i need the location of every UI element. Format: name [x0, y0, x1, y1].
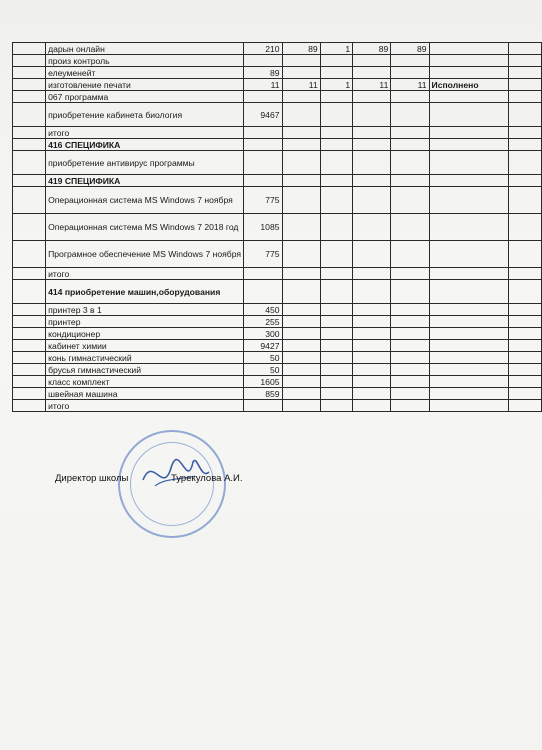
value-cell: [391, 139, 429, 151]
value-cell: [320, 103, 352, 127]
index-cell: [13, 400, 46, 412]
item-name-cell: кондиционер: [46, 328, 244, 340]
value-cell: [353, 340, 391, 352]
value-cell: [353, 400, 391, 412]
value-cell: [508, 103, 541, 127]
value-cell: [508, 280, 541, 304]
value-cell: [320, 67, 352, 79]
value-cell: [244, 280, 282, 304]
table-row: [13, 352, 542, 364]
index-cell: [13, 43, 46, 55]
index-cell: [13, 328, 46, 340]
value-cell: [320, 214, 352, 241]
table-row: [13, 376, 542, 388]
value-cell: [320, 151, 352, 175]
table-row: [13, 241, 542, 268]
value-cell: [508, 268, 541, 280]
value-cell: [508, 304, 541, 316]
value-cell: [282, 127, 320, 139]
value-cell: [320, 340, 352, 352]
item-name-cell: Операционная система MS Windows 7 2018 год: [46, 214, 244, 241]
value-cell: [353, 280, 391, 304]
director-name: Турекулова А.И.: [171, 473, 243, 484]
value-cell: [320, 127, 352, 139]
value-cell: 89: [244, 67, 282, 79]
value-cell: [429, 55, 508, 67]
item-name-cell: Операционная система MS Windows 7 ноября: [46, 187, 244, 214]
item-name-cell: класс комплект: [46, 376, 244, 388]
value-cell: [429, 364, 508, 376]
value-cell: [429, 91, 508, 103]
value-cell: [282, 55, 320, 67]
value-cell: [508, 187, 541, 214]
value-cell: [429, 340, 508, 352]
value-cell: [391, 127, 429, 139]
value-cell: [244, 139, 282, 151]
index-cell: [13, 175, 46, 187]
director-signature-line: [55, 473, 243, 484]
value-cell: [282, 316, 320, 328]
value-cell: [429, 376, 508, 388]
value-cell: 89: [282, 43, 320, 55]
table-row: [13, 103, 542, 127]
value-cell: [391, 214, 429, 241]
value-cell: [244, 151, 282, 175]
value-cell: [320, 139, 352, 151]
value-cell: Исполнено: [429, 79, 508, 91]
value-cell: [391, 55, 429, 67]
value-cell: [320, 304, 352, 316]
value-cell: [353, 316, 391, 328]
value-cell: [391, 103, 429, 127]
index-cell: [13, 127, 46, 139]
value-cell: [353, 187, 391, 214]
table-row: [13, 268, 542, 280]
value-cell: [244, 55, 282, 67]
index-cell: [13, 340, 46, 352]
value-cell: 775: [244, 187, 282, 214]
value-cell: [391, 268, 429, 280]
value-cell: 450: [244, 304, 282, 316]
value-cell: 11: [244, 79, 282, 91]
value-cell: [429, 187, 508, 214]
value-cell: [282, 340, 320, 352]
index-cell: [13, 388, 46, 400]
value-cell: [244, 400, 282, 412]
value-cell: [320, 388, 352, 400]
table-row: [13, 43, 542, 55]
index-cell: [13, 352, 46, 364]
value-cell: 89: [353, 43, 391, 55]
value-cell: [282, 328, 320, 340]
value-cell: [353, 103, 391, 127]
value-cell: [391, 241, 429, 268]
value-cell: [282, 364, 320, 376]
value-cell: [429, 316, 508, 328]
value-cell: [391, 400, 429, 412]
value-cell: 11: [353, 79, 391, 91]
value-cell: [508, 79, 541, 91]
value-cell: 1605: [244, 376, 282, 388]
value-cell: [282, 139, 320, 151]
table-row: [13, 214, 542, 241]
value-cell: [429, 241, 508, 268]
item-name-cell: произ контроль: [46, 55, 244, 67]
value-cell: [282, 304, 320, 316]
value-cell: [391, 91, 429, 103]
value-cell: [353, 151, 391, 175]
value-cell: 210: [244, 43, 282, 55]
value-cell: [282, 376, 320, 388]
value-cell: 1: [320, 43, 352, 55]
value-cell: 255: [244, 316, 282, 328]
value-cell: [282, 268, 320, 280]
value-cell: [508, 364, 541, 376]
index-cell: [13, 376, 46, 388]
item-name-cell: брусья гимнастический: [46, 364, 244, 376]
item-name-cell: 416 СПЕЦИФИКА: [46, 139, 244, 151]
budget-table: [12, 42, 542, 412]
value-cell: [391, 280, 429, 304]
value-cell: [508, 139, 541, 151]
table-row: [13, 55, 542, 67]
value-cell: [320, 280, 352, 304]
table-body: [13, 43, 542, 412]
value-cell: 50: [244, 364, 282, 376]
value-cell: [282, 241, 320, 268]
item-name-cell: итого: [46, 400, 244, 412]
value-cell: [282, 91, 320, 103]
value-cell: [429, 151, 508, 175]
value-cell: [282, 280, 320, 304]
value-cell: [320, 316, 352, 328]
director-label: Директор школы: [55, 473, 129, 484]
value-cell: [244, 268, 282, 280]
value-cell: [353, 139, 391, 151]
value-cell: [282, 151, 320, 175]
value-cell: 300: [244, 328, 282, 340]
value-cell: [244, 91, 282, 103]
item-name-cell: 419 СПЕЦИФИКА: [46, 175, 244, 187]
index-cell: [13, 268, 46, 280]
value-cell: [391, 352, 429, 364]
item-name-cell: швейная машина: [46, 388, 244, 400]
value-cell: 11: [282, 79, 320, 91]
value-cell: [320, 364, 352, 376]
value-cell: 9427: [244, 340, 282, 352]
value-cell: [508, 388, 541, 400]
index-cell: [13, 364, 46, 376]
value-cell: [429, 67, 508, 79]
item-name-cell: итого: [46, 268, 244, 280]
value-cell: [282, 352, 320, 364]
value-cell: [391, 316, 429, 328]
table-row: [13, 328, 542, 340]
value-cell: [353, 328, 391, 340]
table-row: [13, 175, 542, 187]
index-cell: [13, 187, 46, 214]
index-cell: [13, 55, 46, 67]
item-name-cell: итого: [46, 127, 244, 139]
value-cell: [429, 352, 508, 364]
table-row: [13, 127, 542, 139]
value-cell: [508, 43, 541, 55]
item-name-cell: 414 приобретение машин,оборудования: [46, 280, 244, 304]
value-cell: [320, 187, 352, 214]
value-cell: [391, 364, 429, 376]
value-cell: [429, 388, 508, 400]
value-cell: [391, 340, 429, 352]
index-cell: [13, 139, 46, 151]
item-name-cell: конь гимнастический: [46, 352, 244, 364]
value-cell: [282, 175, 320, 187]
table-row: [13, 364, 542, 376]
item-name-cell: дарын онлайн: [46, 43, 244, 55]
value-cell: [320, 376, 352, 388]
item-name-cell: приобретение кабинета биология: [46, 103, 244, 127]
value-cell: [353, 388, 391, 400]
value-cell: 9467: [244, 103, 282, 127]
value-cell: [391, 388, 429, 400]
index-cell: [13, 67, 46, 79]
value-cell: [508, 328, 541, 340]
value-cell: [429, 103, 508, 127]
value-cell: [244, 175, 282, 187]
value-cell: [508, 376, 541, 388]
value-cell: [429, 400, 508, 412]
value-cell: 1085: [244, 214, 282, 241]
value-cell: 1: [320, 79, 352, 91]
table-row: [13, 400, 542, 412]
value-cell: [353, 364, 391, 376]
value-cell: [320, 328, 352, 340]
value-cell: [429, 328, 508, 340]
value-cell: [391, 328, 429, 340]
value-cell: [353, 304, 391, 316]
item-name-cell: елеуменейт: [46, 67, 244, 79]
index-cell: [13, 280, 46, 304]
table-row: [13, 304, 542, 316]
table-row: [13, 280, 542, 304]
index-cell: [13, 316, 46, 328]
value-cell: [320, 400, 352, 412]
item-name-cell: кабинет химии: [46, 340, 244, 352]
value-cell: [508, 151, 541, 175]
item-name-cell: приобретение антивирус программы: [46, 151, 244, 175]
value-cell: [391, 304, 429, 316]
item-name-cell: принтер: [46, 316, 244, 328]
index-cell: [13, 151, 46, 175]
value-cell: [429, 127, 508, 139]
value-cell: [429, 268, 508, 280]
value-cell: [320, 241, 352, 268]
value-cell: 89: [391, 43, 429, 55]
index-cell: [13, 91, 46, 103]
value-cell: 11: [391, 79, 429, 91]
value-cell: [429, 43, 508, 55]
value-cell: [508, 400, 541, 412]
value-cell: [353, 55, 391, 67]
table-row: [13, 316, 542, 328]
value-cell: [391, 175, 429, 187]
item-name-cell: Програмное обеспечение MS Windows 7 ноября: [46, 241, 244, 268]
item-name-cell: изготовление печати: [46, 79, 244, 91]
index-cell: [13, 214, 46, 241]
value-cell: [353, 67, 391, 79]
value-cell: [391, 187, 429, 214]
value-cell: [320, 55, 352, 67]
value-cell: [353, 268, 391, 280]
value-cell: [508, 352, 541, 364]
value-cell: [282, 400, 320, 412]
table-row: [13, 67, 542, 79]
table-row: [13, 79, 542, 91]
value-cell: [429, 214, 508, 241]
value-cell: [508, 67, 541, 79]
value-cell: [282, 187, 320, 214]
value-cell: 775: [244, 241, 282, 268]
table-row: [13, 91, 542, 103]
value-cell: [508, 214, 541, 241]
value-cell: [508, 316, 541, 328]
index-cell: [13, 103, 46, 127]
table-row: [13, 151, 542, 175]
value-cell: [320, 91, 352, 103]
table-row: [13, 388, 542, 400]
value-cell: [429, 304, 508, 316]
value-cell: [508, 91, 541, 103]
value-cell: [391, 376, 429, 388]
value-cell: [320, 352, 352, 364]
value-cell: [244, 127, 282, 139]
value-cell: [508, 127, 541, 139]
value-cell: [353, 91, 391, 103]
value-cell: [282, 103, 320, 127]
value-cell: [353, 352, 391, 364]
value-cell: [429, 139, 508, 151]
index-cell: [13, 79, 46, 91]
table-row: [13, 187, 542, 214]
value-cell: [353, 175, 391, 187]
value-cell: [508, 55, 541, 67]
index-cell: [13, 304, 46, 316]
value-cell: [353, 241, 391, 268]
item-name-cell: принтер 3 в 1: [46, 304, 244, 316]
value-cell: [320, 268, 352, 280]
value-cell: [508, 340, 541, 352]
value-cell: [508, 175, 541, 187]
value-cell: [282, 214, 320, 241]
item-name-cell: 067 программа: [46, 91, 244, 103]
value-cell: [320, 175, 352, 187]
value-cell: [391, 151, 429, 175]
value-cell: [508, 241, 541, 268]
table-row: [13, 340, 542, 352]
value-cell: [282, 67, 320, 79]
value-cell: [429, 280, 508, 304]
value-cell: [353, 214, 391, 241]
value-cell: [391, 67, 429, 79]
value-cell: [429, 175, 508, 187]
value-cell: 50: [244, 352, 282, 364]
index-cell: [13, 241, 46, 268]
value-cell: [282, 388, 320, 400]
value-cell: [353, 127, 391, 139]
table-row: [13, 139, 542, 151]
value-cell: 859: [244, 388, 282, 400]
value-cell: [353, 376, 391, 388]
